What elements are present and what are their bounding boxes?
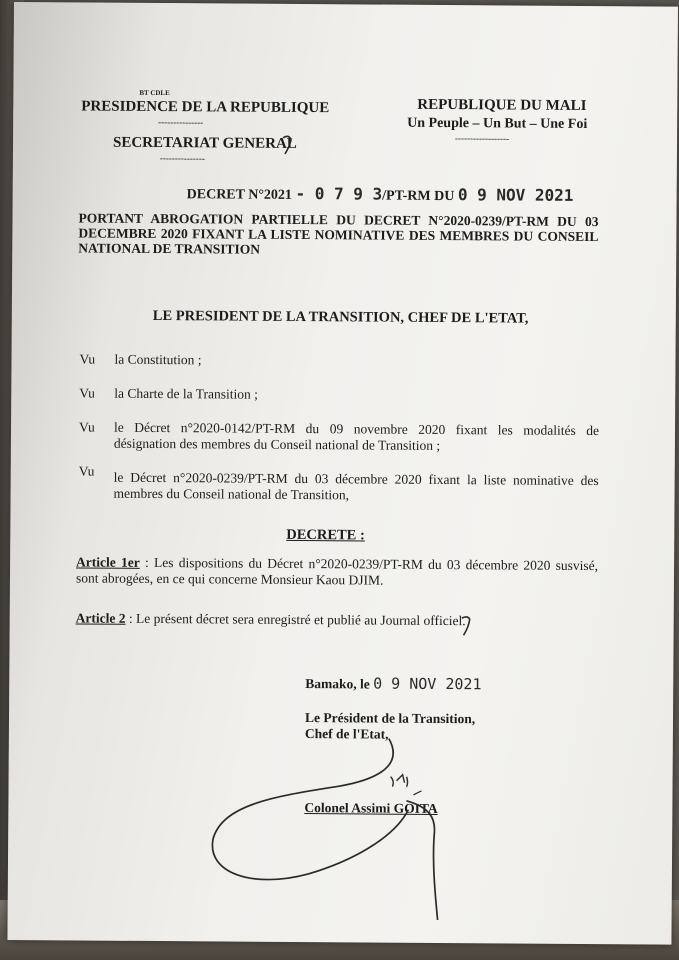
decree-number-stamp: ‑ 0 7 9 3: [295, 183, 383, 204]
person-first-name: Kaou: [315, 572, 346, 588]
visa-label-4: Vu: [78, 463, 95, 479]
visa-text-2: la Charte de la Transition ;: [114, 385, 258, 402]
secretariat-title: SECRETARIAT GENERAL: [112, 134, 297, 152]
visa-label-1: Vu: [79, 351, 96, 367]
signatory-title-1: Le Président de la Transition,: [304, 710, 476, 727]
subject-line-3: NATIONAL DE TRANSITION: [78, 240, 261, 257]
document-code: BT CDLE: [139, 88, 170, 98]
visa-label-3: Vu: [78, 419, 95, 435]
visa-3-line-1: le Décret n°2020-0142/PT-RM du 09 novembre 2020 fixant les modalités de: [113, 419, 600, 439]
signing-date-stamp: 0 9 NOV 2021: [373, 674, 482, 694]
subject-line-2: DECEMBRE 2020 FIXANT LA LISTE NOMINATIVE DES MEMBRES DU CONSEIL: [78, 225, 599, 245]
article-1-line-2-text: sont abrogées, en ce qui concerne Monsieur: [75, 570, 316, 588]
header-right-divider: ------------------: [455, 133, 510, 144]
article-1-label: Article 1er: [76, 554, 140, 570]
signatory-name: Colonel Assimi GOITA: [304, 800, 438, 816]
visa-4-line-1: le Décret n°2020-0239/PT-RM du 03 décembre 2020 fixant la liste nominative des: [113, 469, 599, 489]
visa-label-2: Vu: [79, 385, 96, 401]
decree-middle: /PT-RM DU: [382, 188, 455, 205]
signature-initials: [391, 775, 408, 787]
signature-loop: [212, 737, 409, 880]
paraph-mark-header: [283, 136, 291, 154]
subject-line-1: PORTANT ABROGATION PARTIELLE DU DECRET N°2020-0239/PT-RM DU 03: [78, 210, 599, 230]
article-2-label: Article 2: [75, 610, 126, 626]
article-2-text: : Le présent décret sera enregistré et publié au Journal officiel.: [125, 610, 466, 629]
place-label: Bamako, le: [305, 676, 370, 692]
visa-3-line-2: désignation des membres du Conseil national de Transition ;: [113, 435, 441, 453]
signature-tail: [406, 801, 439, 920]
header-left-divider-1: ---------------: [158, 117, 204, 128]
person-last-name: DJIM.: [345, 572, 384, 588]
country-title: REPUBLIQUE DU MALI: [417, 96, 587, 114]
authority-heading: LE PRESIDENT DE LA TRANSITION, CHEF DE L'ETAT,: [152, 307, 529, 327]
visa-text-1: la Constitution ;: [114, 351, 202, 368]
signatory-title-2: Chef de l'Etat,: [304, 726, 389, 742]
presidency-title: PRESIDENCE DE LA REPUBLIQUE: [81, 98, 330, 117]
visa-4-line-2: membres du Conseil national de Transition,: [113, 485, 350, 503]
signature-stroke: [413, 791, 421, 795]
decrete-heading: DECRETE :: [286, 526, 365, 544]
decree-page: [7, 2, 678, 945]
signature-overlay: [7, 2, 678, 945]
decree-date-stamp: 0 9 NOV 2021: [457, 185, 574, 205]
article-1-text: : Les dispositions du Décret n°2020-0239/PT-RM du 03 décembre 2020 susvisé,: [139, 554, 599, 574]
header-left-divider-2: ---------------: [159, 153, 205, 164]
national-motto: Un Peuple – Un But – Une Foi: [407, 115, 588, 133]
decree-prefix: DECRET N°2021: [186, 187, 293, 203]
paraph-mark-article: [462, 617, 470, 635]
